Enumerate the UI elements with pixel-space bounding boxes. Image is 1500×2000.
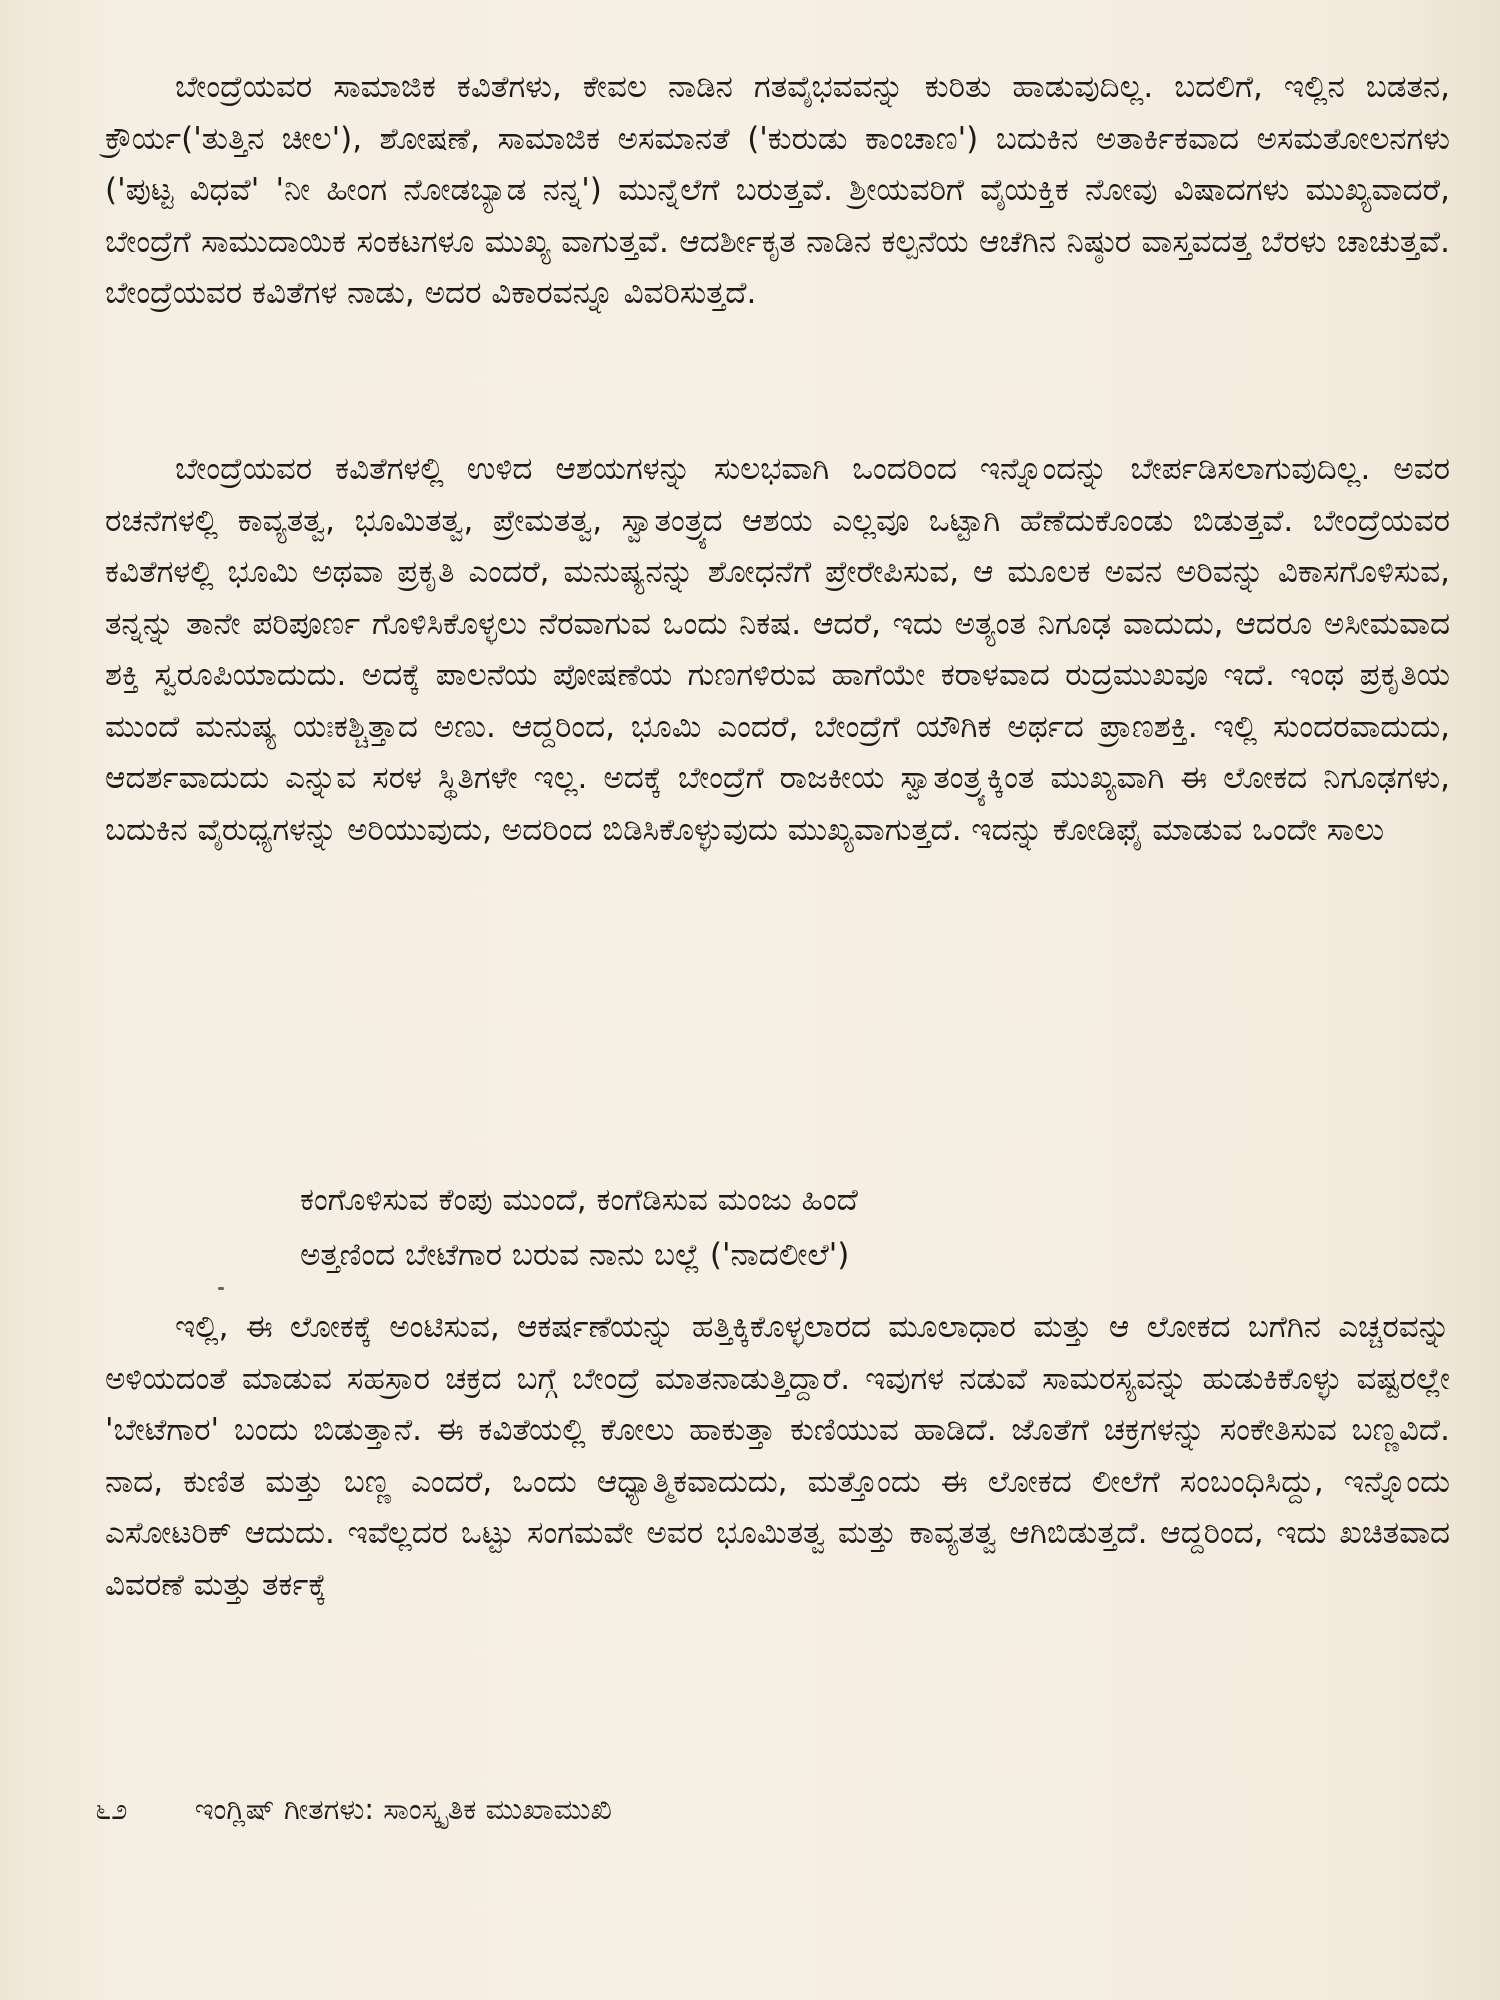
verse-quote [300,1173,1400,1283]
running-title: ಇಂಗ್ಲಿಷ್ ಗೀತಗಳು: ಸಾಂಸ್ಕೃತಿಕ ಮುಖಾಮುಖಿ [194,1792,612,1826]
paper-speck [218,1287,224,1290]
paragraph-1-text: ಬೇಂದ್ರೆಯವರ ಸಾಮಾಜಿಕ ಕವಿತೆಗಳು, ಕೇವಲ ನಾಡಿನ ಗತವೈಭವವನ್ನು ಕುರಿತು ಹಾಡುವುದಿಲ್ಲ. ಬದಲಿಗೆ, ಇಲ್ಲಿನ ಬಡತನ, ಕ್ರೌರ್ಯ('ತುತ್ತಿನ ಚೀಲ'), ಶೋಷಣೆ, ಸಾಮಾಜಿಕ ಅಸಮಾನತೆ ('ಕುರುಡು ಕಾಂಚಾಣ') ಬದುಕಿನ ಅತಾರ್ಕಿಕವಾದ ಅಸಮತೋಲನಗಳು ('ಪುಟ್ಟ ವಿಧವೆ' 'ನೀ ಹೀಂಗ ನೋಡಬ್ಯಾಡ ನನ್ನ') ಮುನ್ನೆಲೆಗೆ ಬರುತ್ತವೆ. ಶ್ರೀಯವರಿಗೆ ವೈಯಕ್ತಿಕ ನೋವು ವಿಷಾದಗಳು ಮುಖ್ಯವಾದರೆ, ಬೇಂದ್ರೆಗೆ ಸಾಮುದಾಯಿಕ ಸಂಕಟಗಳೂ ಮುಖ್ಯ ವಾಗುತ್ತವೆ. ಆದರ್ಶೀಕೃತ ನಾಡಿನ ಕಲ್ಪನೆಯ ಆಚೆಗಿನ ನಿಷ್ಠುರ ವಾಸ್ತವದತ್ತ ಬೆರಳು ಚಾಚುತ್ತವೆ. ಬೇಂದ್ರೆಯವರ ಕವಿತೆಗಳ ನಾಡು, ಅದರ ವಿಕಾರವನ್ನೂ ವಿವರಿಸುತ್ತದೆ. [105,69,1450,311]
verse-line-1: ಕಂಗೊಳಿಸುವ ಕೆಂಪು ಮುಂದೆ, ಕಂಗೆಡಿಸುವ ಮಂಜು ಹಿಂದೆ [300,1182,858,1218]
page-number: ೬೨ [95,1792,128,1826]
paragraph-3 [105,1302,1450,1611]
paragraph-1 [105,62,1450,320]
verse-line-2: ಅತ್ತಣಿಂದ ಬೇಟೆಗಾರ ಬರುವ ನಾನು ಬಲ್ಲೆ ('ನಾದಲೀಲೆ') [300,1237,850,1273]
paragraph-2 [105,444,1450,856]
page-footer [95,1792,612,1827]
paragraph-2-text: ಬೇಂದ್ರೆಯವರ ಕವಿತೆಗಳಲ್ಲಿ ಉಳಿದ ಆಶಯಗಳನ್ನು ಸುಲಭವಾಗಿ ಒಂದರಿಂದ ಇನ್ನೊಂದನ್ನು ಬೇರ್ಪಡಿಸಲಾಗುವುದಿಲ್ಲ. ಅವರ ರಚನೆಗಳಲ್ಲಿ ಕಾವ್ಯತತ್ವ, ಭೂಮಿತತ್ವ, ಪ್ರೇಮತತ್ವ, ಸ್ವಾತಂತ್ರ್ಯದ ಆಶಯ ಎಲ್ಲವೂ ಒಟ್ಟಾಗಿ ಹೆಣೆದುಕೊಂಡು ಬಿಡುತ್ತವೆ. ಬೇಂದ್ರೆಯವರ ಕವಿತೆಗಳಲ್ಲಿ ಭೂಮಿ ಅಥವಾ ಪ್ರಕೃತಿ ಎಂದರೆ, ಮನುಷ್ಯನನ್ನು ಶೋಧನೆಗೆ ಪ್ರೇರೇಪಿಸುವ, ಆ ಮೂಲಕ ಅವನ ಅರಿವನ್ನು ವಿಕಾಸಗೊಳಿಸುವ, ತನ್ನನ್ನು ತಾನೇ ಪರಿಪೂರ್ಣ ಗೊಳಿಸಿಕೊಳ್ಳಲು ನೆರವಾಗುವ ಒಂದು ನಿಕಷ. ಆದರೆ, ಇದು ಅತ್ಯಂತ ನಿಗೂಢ ವಾದುದು, ಆದರೂ ಅಸೀಮವಾದ ಶಕ್ತಿ ಸ್ವರೂಪಿಯಾದುದು. ಅದಕ್ಕೆ ಪಾಲನೆಯ ಪೋಷಣೆಯ ಗುಣಗಳಿರುವ ಹಾಗೆಯೇ ಕರಾಳವಾದ ರುದ್ರಮುಖವೂ ಇದೆ. ಇಂಥ ಪ್ರಕೃತಿಯ ಮುಂದೆ ಮನುಷ್ಯ ಯಃಕಶ್ಚಿತ್ತಾದ ಅಣು. ಆದ್ದರಿಂದ, ಭೂಮಿ ಎಂದರೆ, ಬೇಂದ್ರೆಗೆ ಯೌಗಿಕ ಅರ್ಥದ ಪ್ರಾಣಶಕ್ತಿ. ಇಲ್ಲಿ ಸುಂದರವಾದುದು, ಆದರ್ಶವಾದುದು ಎನ್ನುವ ಸರಳ ಸ್ಥಿತಿಗಳೇ ಇಲ್ಲ. ಅದಕ್ಕೆ ಬೇಂದ್ರೆಗೆ ರಾಜಕೀಯ ಸ್ವಾತಂತ್ರ್ಯಕ್ಕಿಂತ ಮುಖ್ಯವಾಗಿ ಈ ಲೋಕದ ನಿಗೂಢಗಳು, ಬದುಕಿನ ವೈರುಧ್ಯಗಳನ್ನು ಅರಿಯುವುದು, ಅದರಿಂದ ಬಿಡಿಸಿಕೊಳ್ಳುವುದು ಮುಖ್ಯವಾಗುತ್ತದೆ. ಇದನ್ನು ಕೋಡಿಫೈ ಮಾಡುವ ಒಂದೇ ಸಾಲು [105,451,1450,848]
paragraph-3-text: ಇಲ್ಲಿ, ಈ ಲೋಕಕ್ಕೆ ಅಂಟಿಸುವ, ಆಕರ್ಷಣೆಯನ್ನು ಹತ್ತಿಕ್ಕಿಕೊಳ್ಳಲಾರದ ಮೂಲಾಧಾರ ಮತ್ತು ಆ ಲೋಕದ ಬಗೆಗಿನ ಎಚ್ಚರವನ್ನು ಅಳಿಯದಂತೆ ಮಾಡುವ ಸಹಸ್ರಾರ ಚಕ್ರದ ಬಗ್ಗೆ ಬೇಂದ್ರೆ ಮಾತನಾಡುತ್ತಿದ್ದಾರೆ. ಇವುಗಳ ನಡುವೆ ಸಾಮರಸ್ಯವನ್ನು ಹುಡುಕಿಕೊಳ್ಳು ವಷ್ಟರಲ್ಲೇ 'ಬೇಟೆಗಾರ' ಬಂದು ಬಿಡುತ್ತಾನೆ. ಈ ಕವಿತೆಯಲ್ಲಿ ಕೋಲು ಹಾಕುತ್ತಾ ಕುಣಿಯುವ ಹಾಡಿದೆ. ಜೊತೆಗೆ ಚಕ್ರಗಳನ್ನು ಸಂಕೇತಿಸುವ ಬಣ್ಣವಿದೆ. ನಾದ, ಕುಣಿತ ಮತ್ತು ಬಣ್ಣ ಎಂದರೆ, ಒಂದು ಆಧ್ಯಾತ್ಮಿಕವಾದುದು, ಮತ್ತೊಂದು ಈ ಲೋಕದ ಲೀಲೆಗೆ ಸಂಬಂಧಿಸಿದ್ದು, ಇನ್ನೊಂದು ಎಸೋಟರಿಕ್ ಆದುದು. ಇವೆಲ್ಲದರ ಒಟ್ಟು ಸಂಗಮವೇ ಅವರ ಭೂಮಿತತ್ವ ಮತ್ತು ಕಾವ್ಯತತ್ವ ಆಗಿಬಿಡುತ್ತದೆ. ಆದ್ದರಿಂದ, ಇದು ಖಚಿತವಾದ ವಿವರಣೆ ಮತ್ತು ತರ್ಕಕ್ಕೆ [105,1309,1450,1603]
